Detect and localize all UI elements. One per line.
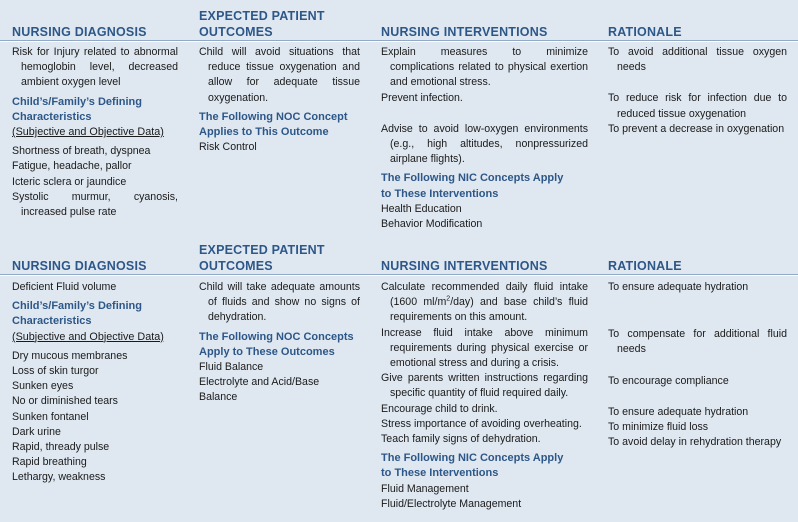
s1-diagnosis-column <box>12 45 178 220</box>
s2-intervention-item: Increase fluid intake above minimum requirements during physical exercise or emotional stress and during a crisis. <box>381 326 588 370</box>
s1-nic-item: Behavior Modification <box>381 218 483 231</box>
s1-defining-subtitle: (Subjective and Objective Data) <box>12 126 164 139</box>
s2-rationale-item: To compensate for additional fluid needs <box>608 328 787 356</box>
s2-outcome-statement: Child will take adequate amounts of fluids and show no signs of dehydration. <box>199 281 360 324</box>
s2-outcomes-column <box>199 280 360 406</box>
s1-diagnosis-statement: Risk for Injury related to abnormal hemoglobin level, decreased ambient oxygen level <box>12 46 178 89</box>
s1-header-interventions: NURSING INTERVENTIONS <box>381 25 548 39</box>
s1-header-rule-highlight <box>0 41 798 42</box>
s1-outcome-statement: Child will avoid situations that reduce tissue oxygenation and allow for adequate tissue oxygenation. <box>199 46 360 104</box>
s2-defining-item: No or diminished tears <box>12 395 118 408</box>
s2-header-outcomes-line1: EXPECTED PATIENT <box>199 243 325 257</box>
s2-rationale-item: To ensure adequate hydration <box>608 281 749 293</box>
s2-defining-item: Rapid, thready pulse <box>12 441 110 454</box>
s2-header-rule-highlight <box>0 275 798 276</box>
s2-defining-item: Dry mucous membranes <box>12 349 128 362</box>
s2-intervention-item: Give parents written instructions regarding specific quantity of fluid required daily. <box>381 372 588 400</box>
s2-defining-item: Sunken eyes <box>12 380 74 393</box>
s2-noc-item: Fluid Balance <box>199 361 264 374</box>
s2-defining-item: Rapid breathing <box>12 456 87 469</box>
s1-rationale-item: To prevent a decrease in oxygenation <box>608 122 785 135</box>
s2-noc-item: Electrolyte and Acid/Base Balance <box>199 376 320 404</box>
s2-nic-item: Fluid Management <box>381 482 469 495</box>
s2-defining-item: Loss of skin turgor <box>12 365 99 378</box>
s1-defining-item: Fatigue, headache, pallor <box>12 160 132 173</box>
s1-header-rationale: RATIONALE <box>608 25 682 39</box>
s1-nic-item: Health Education <box>381 202 462 215</box>
s2-intervention-item-1-text-end: /day) and base child’s fluid requirements on this amount. <box>390 296 589 324</box>
s1-defining-title-2: Characteristics <box>12 110 92 123</box>
s2-defining-subtitle: (Subjective and Objective Data) <box>12 330 164 343</box>
s2-header-interventions: NURSING INTERVENTIONS <box>381 259 548 273</box>
s2-diagnosis-column <box>12 280 178 486</box>
s2-header-outcomes-line2: OUTCOMES <box>199 259 273 273</box>
s1-outcomes-column <box>199 45 360 155</box>
s1-intervention-item: Explain measures to minimize complications related to physical exertion and emotional stress. <box>381 46 588 89</box>
s2-interventions-column <box>381 280 588 512</box>
s2-intervention-item-1-text: Calculate recommended daily fluid intake (1600 ml/m <box>381 281 588 309</box>
s2-intervention-item: Teach family signs of dehydration. <box>381 433 541 446</box>
s2-noc-title-1: The Following NOC Concepts <box>199 330 354 343</box>
s1-noc-title-1: The Following NOC Concept <box>199 110 348 123</box>
s2-rationale-column <box>608 280 787 450</box>
s2-defining-item: Sunken fontanel <box>12 410 89 423</box>
s1-header-diagnosis: NURSING DIAGNOSIS <box>12 25 147 39</box>
s1-header-outcomes-line2: OUTCOMES <box>199 25 273 39</box>
s2-rationale-item: To minimize fluid loss <box>608 421 709 434</box>
s1-defining-item: Systolic murmur, cyanosis, increased pulse rate <box>12 190 178 219</box>
s1-noc-item: Risk Control <box>199 141 257 154</box>
s2-header-rationale: RATIONALE <box>608 259 682 273</box>
s2-intervention-item-1-superscript: 2 <box>446 295 451 303</box>
s1-interventions-column <box>381 45 588 232</box>
s1-defining-title-1: Child’s/Family’s Defining <box>12 95 142 108</box>
s2-defining-title-1: Child’s/Family’s Defining <box>12 300 142 313</box>
s2-nic-item: Fluid/Electrolyte Management <box>381 497 522 510</box>
s2-intervention-item: Encourage child to drink. <box>381 402 498 415</box>
s2-noc-title-2: Apply to These Outcomes <box>199 345 335 358</box>
s1-defining-item: Shortness of breath, dyspnea <box>12 145 151 158</box>
s1-nic-title-1: The Following NIC Concepts Apply <box>381 172 564 185</box>
s2-rationale-item: To ensure adequate hydration <box>608 405 749 418</box>
s1-rationale-item: To avoid additional tissue oxygen needs <box>608 46 787 74</box>
s1-rationale-item: To reduce risk for infection due to reduced tissue oxygenation <box>608 92 787 120</box>
s2-intervention-item <box>381 280 588 326</box>
s2-rationale-item: To encourage compliance <box>608 374 729 387</box>
s2-defining-item: Lethargy, weakness <box>12 471 106 484</box>
s2-intervention-item: Stress importance of avoiding overheating. <box>381 417 582 430</box>
s1-nic-title-2: to These Interventions <box>381 187 499 200</box>
s1-noc-title-2: Applies to This Outcome <box>199 126 329 139</box>
s2-defining-item: Dark urine <box>12 425 61 438</box>
s2-rationale-item: To avoid delay in rehydration therapy <box>608 436 782 449</box>
s1-header-outcomes-line1: EXPECTED PATIENT <box>199 9 325 23</box>
s1-defining-item: Icteric sclera or jaundice <box>12 175 127 188</box>
s2-nic-title-1: The Following NIC Concepts Apply <box>381 452 564 465</box>
s2-header-diagnosis: NURSING DIAGNOSIS <box>12 259 147 273</box>
s2-defining-title-2: Characteristics <box>12 315 92 328</box>
s1-intervention-item: Advise to avoid low-oxygen environments (e.g., high altitudes, nonpressurized airplane flights). <box>381 122 588 166</box>
s1-intervention-item: Prevent infection. <box>381 91 463 104</box>
s1-rationale-column <box>608 45 787 137</box>
s2-diagnosis-statement: Deficient Fluid volume <box>12 281 117 293</box>
s2-nic-title-2: to These Interventions <box>381 467 499 480</box>
